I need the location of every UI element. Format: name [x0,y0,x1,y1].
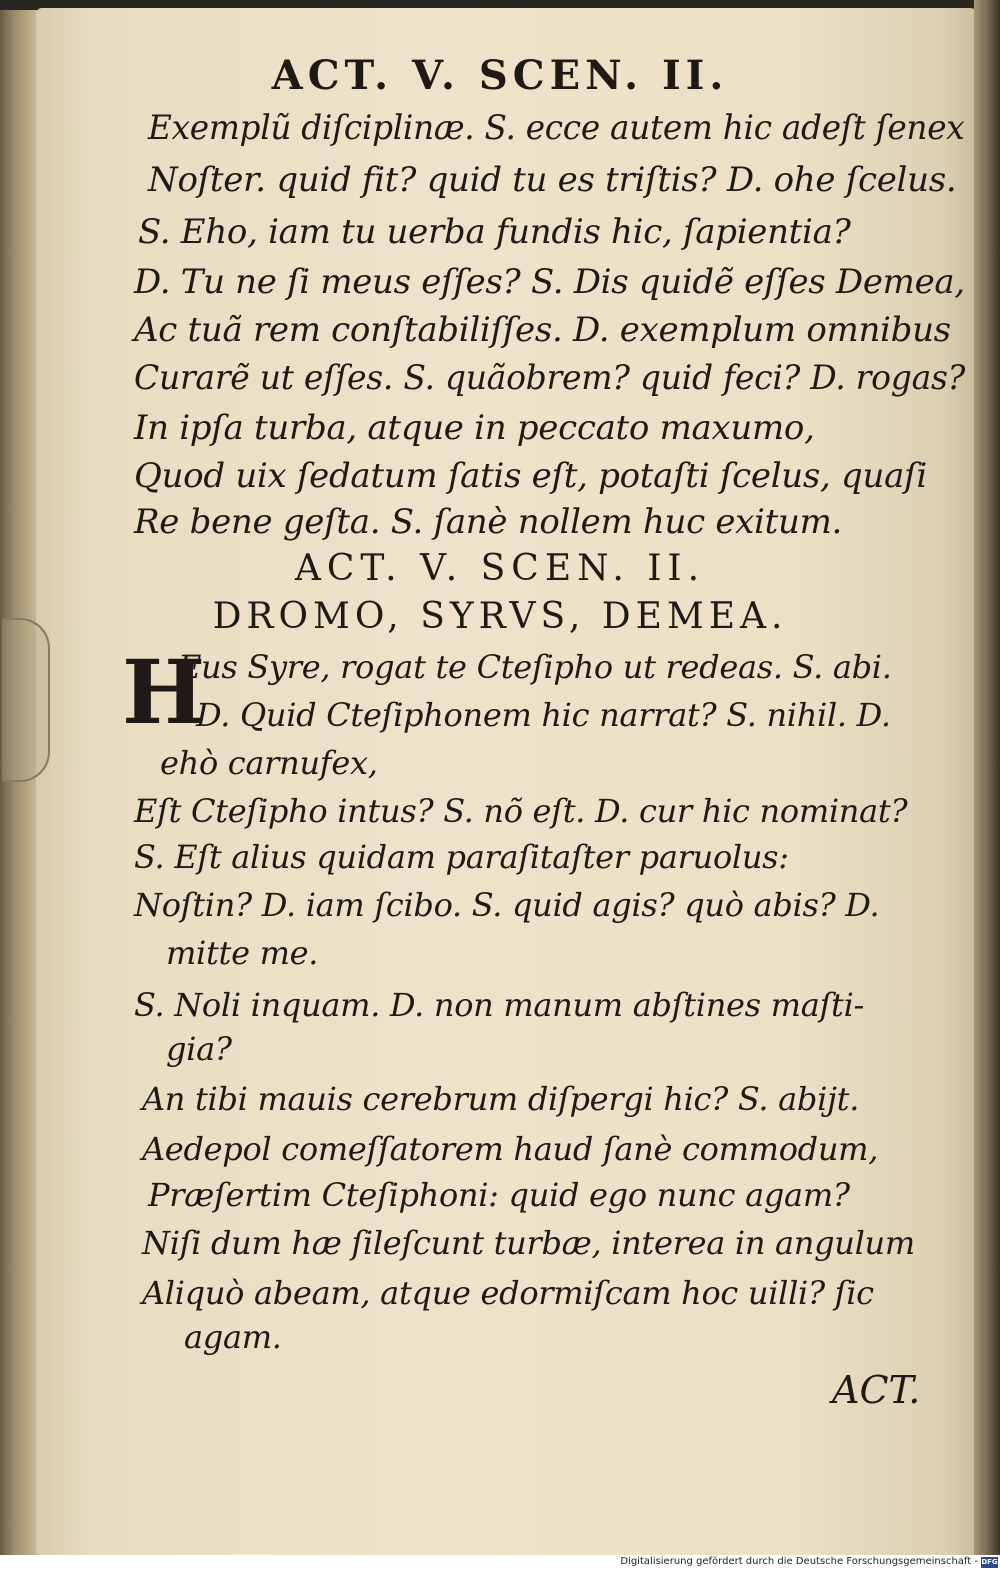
text-line: mitte me. [166,934,319,972]
footer-credit: Digitalisierung gefördert durch die Deutsche Forschungsgemeinschaft - [620,1556,978,1567]
text-line: S. Eſt alius quidam paraſitaſter paruolus: [134,838,789,876]
text-line: Re bene geſta. S. ſanè nollem huc exitum. [134,502,843,542]
text-line: Exemplũ diſciplinæ. S. ecce autem hic adeſt ſenex [148,108,965,148]
text-line: D. Tu ne ſi meus eſſes? S. Dis quidẽ eſſes Demea, [134,262,965,302]
text-line: Noſtin? D. iam ſcibo. S. quid agis? quò abis? D. [134,886,880,924]
drop-capital: H [122,640,206,744]
text-line: D. Quid Cteſiphonem hic narrat? S. nihil. D. [196,696,891,734]
dfg-logo-icon: DFG [981,1558,998,1566]
text-line: Quod uix ſedatum ſatis eſt, potaſti ſcelus, quaſi [134,456,927,496]
text-line: Aliquò abeam, atque edormiſcam hoc uilli? ſic [142,1274,874,1312]
text-line: gia? [166,1030,232,1068]
text-line: Niſi dum hæ ſileſcunt turbæ, interea in angulum [142,1224,915,1262]
digitization-footer [0,1555,1000,1570]
text-line: S. Noli inquam. D. non manum abſtines maſti- [134,986,865,1024]
text-line: Curarẽ ut eſſes. S. quãobrem? quid feci? D. rogas? [134,358,966,398]
catchword: ACT. [832,1368,921,1412]
text-line: Ac tuã rem conſtabiliſſes. D. exemplum omnibus [134,310,951,350]
text-line: An tibi mauis cerebrum diſpergi hic? S. abijt. [142,1080,860,1118]
characters-heading: DROMO, SYRVS, DEMEA. [212,596,788,637]
text-line: ehò carnufex, [160,744,378,782]
text-line: S. Eho, iam tu uerba fundis hic, ſapientia? [138,212,851,252]
scene-heading: ACT. V. SCEN. II. [294,548,706,589]
text-line: Præſertim Cteſiphoni: quid ego nunc agam? [148,1176,850,1214]
text-line: Eus Syre, rogat te Cteſipho ut redeas. S. abi. [178,648,892,686]
text-line: agam. [184,1318,282,1356]
running-head: ACT. V. SCEN. II. [271,52,729,99]
text-line: Noſter. quid fit? quid tu es triſtis? D. ohe ſcelus. [148,160,957,200]
text-line: Aedepol comeſſatorem haud ſanè commodum, [142,1130,879,1168]
text-line: In ipſa turba, atque in peccato maxumo, [134,408,815,448]
text-line: Eſt Cteſipho intus? S. nõ eſt. D. cur hic nominat? [134,792,908,830]
